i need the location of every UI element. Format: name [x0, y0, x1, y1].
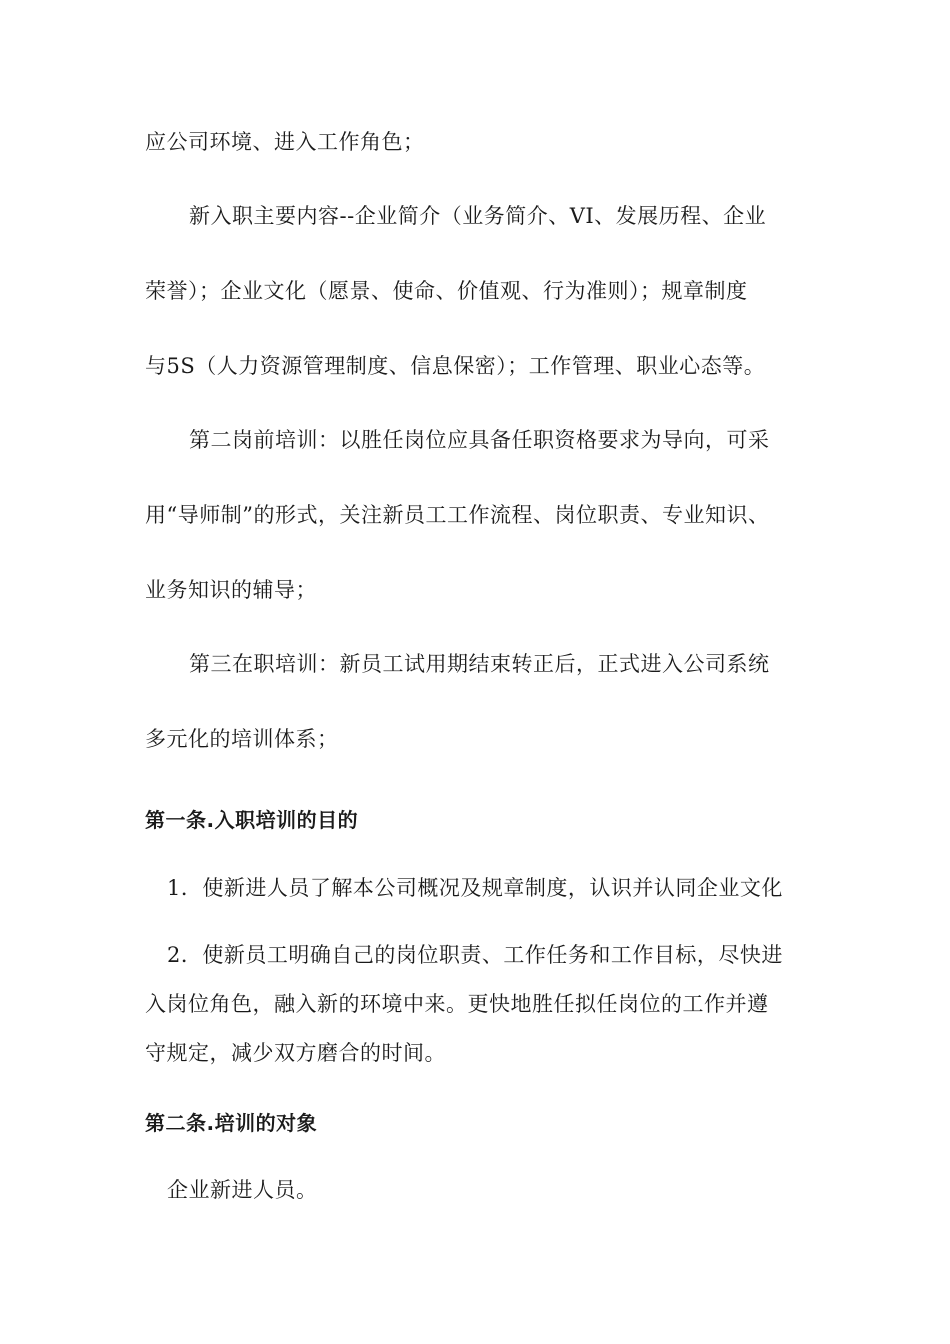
numbered-item-continuation: 守规定，减少双方磨合的时间。 — [145, 1041, 446, 1065]
section-body: 企业新进人员。 — [167, 1178, 318, 1202]
paragraph-line: 与5S（人力资源管理制度、信息保密）；工作管理、职业心态等。 — [145, 354, 766, 378]
section-heading: 第二条.培训的对象 — [145, 1111, 318, 1135]
section-heading: 第一条.入职培训的目的 — [145, 808, 359, 832]
paragraph-line: 应公司环境、进入工作角色； — [145, 130, 425, 154]
paragraph-line: 业务知识的辅导； — [145, 578, 317, 602]
paragraph-line: 第三在职培训：新员工试用期结束转正后，正式进入公司系统 — [189, 652, 770, 676]
numbered-item: 2．使新员工明确自己的岗位职责、工作任务和工作目标，尽快进 — [167, 943, 783, 967]
paragraph-line: 新入职主要内容--企业简介（业务简介、VI、发展历程、企业 — [189, 204, 767, 228]
paragraph-line: 用“导师制”的形式，关注新员工工作流程、岗位职责、专业知识、 — [145, 503, 770, 527]
paragraph-line: 第二岗前培训：以胜任岗位应具备任职资格要求为导向，可采 — [189, 428, 770, 452]
paragraph-line: 荣誉）；企业文化（愿景、使命、价值观、行为准则）；规章制度 — [145, 279, 748, 303]
numbered-item-continuation: 入岗位角色，融入新的环境中来。更快地胜任拟任岗位的工作并遵 — [145, 992, 769, 1016]
paragraph-line: 多元化的培训体系； — [145, 727, 339, 751]
numbered-item: 1．使新进人员了解本公司概况及规章制度，认识并认同企业文化 — [167, 876, 783, 900]
